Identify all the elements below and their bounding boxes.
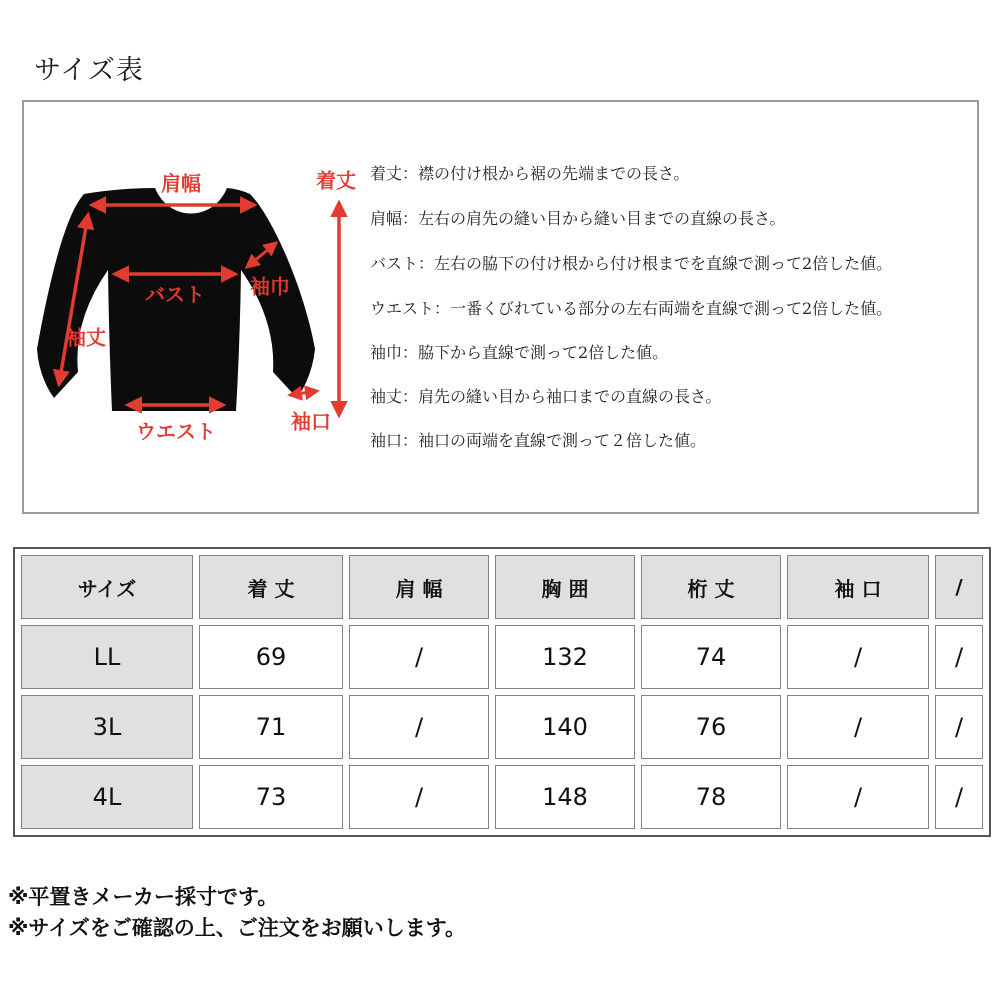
table-cell: 74 (641, 625, 781, 689)
table-cell: 73 (199, 765, 343, 829)
table-cell: / (787, 695, 929, 759)
table-cell: / (935, 765, 983, 829)
header-cell-cuff: 袖 口 (787, 555, 929, 619)
label-sleeve-width: 袖巾 (250, 274, 290, 299)
description-shoulder: 肩幅：左右の肩先の縫い目から縫い目までの直線の長さ。 (370, 209, 786, 228)
table-cell: 71 (199, 695, 343, 759)
size-cell: LL (21, 625, 193, 689)
table-cell: / (349, 765, 489, 829)
note-flat-measurement: ※平置きメーカー採寸です。 (8, 885, 279, 909)
table-cell: 148 (495, 765, 635, 829)
label-shoulder-width: 肩幅 (161, 171, 201, 196)
table-cell: 132 (495, 625, 635, 689)
table-cell: 76 (641, 695, 781, 759)
table-row-ll (21, 625, 983, 689)
header-cell-yuki-length: 桁 丈 (641, 555, 781, 619)
table-row-4l (21, 765, 983, 829)
description-body-length: 着丈：襟の付け根から裾の先端までの長さ。 (370, 164, 690, 183)
header-cell-size: サイズ (21, 555, 193, 619)
header-cell-slash: / (935, 555, 983, 619)
description-bust: バスト：左右の脇下の付け根から付け根までを直線で測って2倍した値。 (370, 254, 893, 273)
table-cell: / (349, 695, 489, 759)
description-sleeve-length: 袖丈：肩先の縫い目から袖口までの直線の長さ。 (370, 387, 722, 406)
footer-notes (8, 882, 466, 944)
note-confirm-size: ※サイズをご確認の上、ご注文をお願いします。 (8, 916, 467, 940)
table-cell: / (935, 695, 983, 759)
header-cell-shoulder: 肩 幅 (349, 555, 489, 619)
table-cell: / (935, 625, 983, 689)
table-cell: 69 (199, 625, 343, 689)
table-cell: 78 (641, 765, 781, 829)
size-table (13, 547, 991, 837)
size-diagram-box (22, 100, 979, 514)
table-row-3l (21, 695, 983, 759)
label-cuff: 袖口 (291, 409, 331, 434)
size-table-header-row (21, 555, 983, 619)
header-cell-chest: 胸 囲 (495, 555, 635, 619)
description-waist: ウエスト：一番くびれている部分の左右両端を直線で測って2倍した値。 (370, 299, 893, 318)
description-cuff: 袖口：袖口の両端を直線で測って２倍した値。 (370, 431, 707, 450)
table-cell: / (787, 765, 929, 829)
header-cell-body-length: 着 丈 (199, 555, 343, 619)
table-cell: / (787, 625, 929, 689)
table-cell: 140 (495, 695, 635, 759)
description-sleeve-width: 袖巾：脇下から直線で測って2倍した値。 (370, 343, 669, 362)
page-title: サイズ表 (34, 55, 144, 86)
size-cell: 3L (21, 695, 193, 759)
label-body-length: 着丈 (316, 168, 356, 193)
label-waist: ウエスト (136, 419, 216, 444)
table-cell: / (349, 625, 489, 689)
label-bust: バスト (145, 282, 205, 307)
size-cell: 4L (21, 765, 193, 829)
label-sleeve-length: 袖丈 (66, 325, 106, 350)
